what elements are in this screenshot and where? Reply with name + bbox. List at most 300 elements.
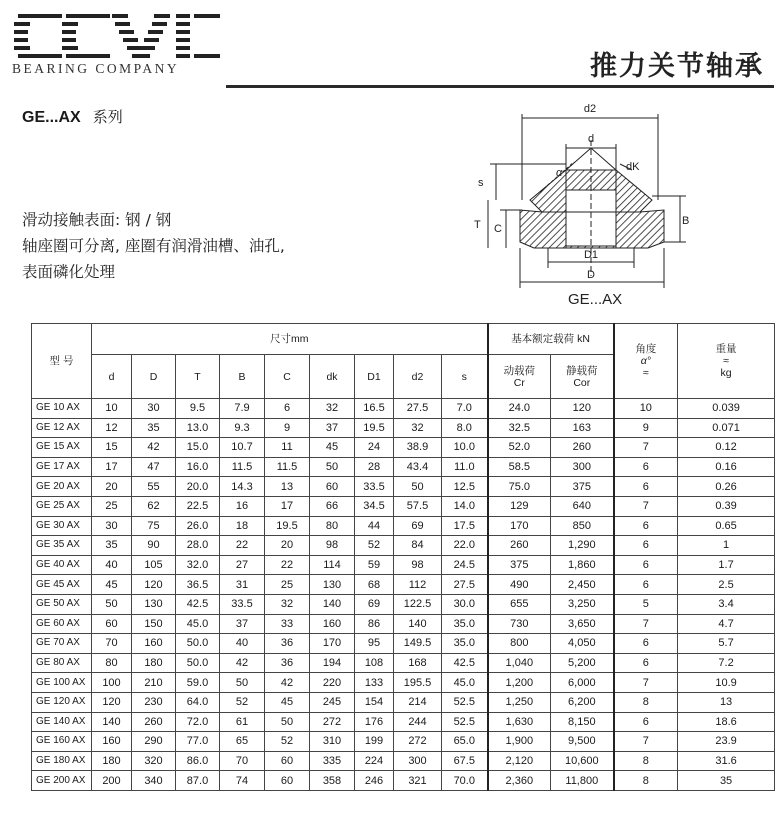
table-cell: 17: [92, 457, 132, 477]
bearing-cross-section-diagram: [470, 100, 710, 310]
table-cell: 87.0: [176, 771, 220, 791]
table-row: [32, 673, 775, 693]
table-cell: 55: [132, 477, 176, 497]
table-row: [32, 555, 775, 575]
table-cell: 32: [265, 594, 310, 614]
table-cell: 35: [92, 536, 132, 556]
table-row: [32, 418, 775, 438]
table-row: [32, 496, 775, 516]
table-cell: 114: [310, 555, 355, 575]
header-dim: D1: [355, 355, 394, 399]
table-cell: 7: [614, 496, 678, 516]
table-row: [32, 751, 775, 771]
header-angle: 角度 α° ≈: [614, 324, 678, 399]
table-cell: 640: [551, 496, 614, 516]
table-cell: 7: [614, 732, 678, 752]
table-cell: 70: [92, 634, 132, 654]
model-cell: GE 100 AX: [32, 673, 92, 693]
table-cell: 1,630: [488, 712, 551, 732]
table-cell: 42.5: [176, 594, 220, 614]
table-cell: 42.5: [442, 653, 488, 673]
table-cell: 65: [220, 732, 265, 752]
table-cell: 26.0: [176, 516, 220, 536]
table-cell: 80: [92, 653, 132, 673]
table-cell: 28.0: [176, 536, 220, 556]
table-cell: 246: [355, 771, 394, 791]
table-cell: 340: [132, 771, 176, 791]
table-row: [32, 457, 775, 477]
table-cell: 150: [132, 614, 176, 634]
table-cell: 1,900: [488, 732, 551, 752]
table-cell: 57.5: [394, 496, 442, 516]
table-cell: 30.0: [442, 594, 488, 614]
table-cell: 37: [310, 418, 355, 438]
table-cell: 25: [265, 575, 310, 595]
table-row: [32, 575, 775, 595]
label-D1: D1: [583, 249, 599, 261]
table-cell: 2.5: [678, 575, 775, 595]
model-cell: GE 200 AX: [32, 771, 92, 791]
table-cell: 13: [265, 477, 310, 497]
table-cell: 19.5: [355, 418, 394, 438]
label-d2: d2: [583, 103, 597, 115]
label-D: D: [587, 269, 595, 281]
table-cell: 7: [614, 614, 678, 634]
table-cell: 27.5: [394, 399, 442, 419]
table-cell: 375: [488, 555, 551, 575]
table-cell: 52: [220, 692, 265, 712]
label-alpha: α: [556, 167, 563, 179]
table-cell: 1.7: [678, 555, 775, 575]
table-cell: 0.26: [678, 477, 775, 497]
table-row: [32, 594, 775, 614]
table-cell: 1,200: [488, 673, 551, 693]
header-weight: 重量 ≈ kg: [678, 324, 775, 399]
header-dim: d2: [394, 355, 442, 399]
table-cell: 244: [394, 712, 442, 732]
table-cell: 15: [92, 438, 132, 458]
description-line: 表面磷化处理: [22, 263, 116, 281]
header-dim: s: [442, 355, 488, 399]
table-cell: 7.2: [678, 653, 775, 673]
table-cell: 122.5: [394, 594, 442, 614]
table-cell: 25: [92, 496, 132, 516]
table-cell: 59.0: [176, 673, 220, 693]
table-cell: 14.3: [220, 477, 265, 497]
table-row: [32, 399, 775, 419]
table-cell: 10,600: [551, 751, 614, 771]
table-cell: 90: [132, 536, 176, 556]
table-cell: 7.9: [220, 399, 265, 419]
table-cell: 9.3: [220, 418, 265, 438]
table-cell: 19.5: [265, 516, 310, 536]
table-cell: 24.0: [488, 399, 551, 419]
table-cell: 40: [92, 555, 132, 575]
table-cell: 64.0: [176, 692, 220, 712]
table-cell: 33: [265, 614, 310, 634]
table-cell: 32: [394, 418, 442, 438]
model-cell: GE 140 AX: [32, 712, 92, 732]
table-cell: 17.5: [442, 516, 488, 536]
table-cell: 50: [310, 457, 355, 477]
table-cell: 8,150: [551, 712, 614, 732]
table-cell: 3,650: [551, 614, 614, 634]
table-cell: 7.0: [442, 399, 488, 419]
table-cell: 35.0: [442, 634, 488, 654]
table-cell: 45: [310, 438, 355, 458]
table-cell: 74: [220, 771, 265, 791]
header-dim: D: [132, 355, 176, 399]
model-cell: GE 40 AX: [32, 555, 92, 575]
table-cell: 214: [394, 692, 442, 712]
table-cell: 5,200: [551, 653, 614, 673]
table-cell: 9: [265, 418, 310, 438]
table-cell: 16.0: [176, 457, 220, 477]
table-cell: 70.0: [442, 771, 488, 791]
table-row: [32, 438, 775, 458]
table-cell: 170: [310, 634, 355, 654]
table-cell: 6: [614, 634, 678, 654]
table-cell: 0.039: [678, 399, 775, 419]
table-cell: 32: [310, 399, 355, 419]
table-cell: 5.7: [678, 634, 775, 654]
table-cell: 154: [355, 692, 394, 712]
label-d: d: [587, 133, 595, 145]
description-line: 轴座圈可分离, 座圈有润滑油槽、油孔,: [22, 237, 285, 255]
table-cell: 42: [220, 653, 265, 673]
table-row: [32, 536, 775, 556]
table-cell: 50: [265, 712, 310, 732]
logo-stripes: [14, 14, 220, 58]
label-C: C: [494, 223, 502, 235]
table-row: [32, 653, 775, 673]
header-static-load: 静载荷 Cor: [551, 355, 614, 399]
table-cell: 2,450: [551, 575, 614, 595]
table-cell: 245: [310, 692, 355, 712]
table-cell: 6: [614, 516, 678, 536]
table-cell: 6,200: [551, 692, 614, 712]
table-cell: 11.5: [265, 457, 310, 477]
table-cell: 1,040: [488, 653, 551, 673]
table-cell: 0.071: [678, 418, 775, 438]
model-cell: GE 45 AX: [32, 575, 92, 595]
table-cell: 80: [310, 516, 355, 536]
series-code: GE...AX: [22, 109, 81, 126]
table-cell: 730: [488, 614, 551, 634]
table-cell: 335: [310, 751, 355, 771]
table-cell: 18.6: [678, 712, 775, 732]
table-cell: 105: [132, 555, 176, 575]
table-cell: 2,120: [488, 751, 551, 771]
table-cell: 163: [551, 418, 614, 438]
table-cell: 220: [310, 673, 355, 693]
table-cell: 50: [394, 477, 442, 497]
model-cell: GE 20 AX: [32, 477, 92, 497]
table-cell: 6: [614, 477, 678, 497]
table-cell: 112: [394, 575, 442, 595]
header-dim: C: [265, 355, 310, 399]
header-dim: d: [92, 355, 132, 399]
table-cell: 1,860: [551, 555, 614, 575]
table-cell: 290: [132, 732, 176, 752]
table-cell: 18: [220, 516, 265, 536]
table-cell: 272: [394, 732, 442, 752]
label-dk: dK: [626, 161, 640, 173]
table-cell: 22: [265, 555, 310, 575]
model-cell: GE 70 AX: [32, 634, 92, 654]
table-cell: 15.0: [176, 438, 220, 458]
label-s: s: [478, 177, 484, 189]
table-cell: 20.0: [176, 477, 220, 497]
table-cell: 36: [265, 653, 310, 673]
table-cell: 45.0: [176, 614, 220, 634]
table-cell: 8: [614, 692, 678, 712]
table-cell: 22.5: [176, 496, 220, 516]
table-cell: 194: [310, 653, 355, 673]
table-cell: 12: [92, 418, 132, 438]
label-B: B: [682, 215, 690, 227]
table-cell: 44: [355, 516, 394, 536]
table-cell: 130: [310, 575, 355, 595]
table-cell: 31: [220, 575, 265, 595]
table-cell: 20: [265, 536, 310, 556]
table-cell: 23.9: [678, 732, 775, 752]
table-cell: 75.0: [488, 477, 551, 497]
table-cell: 180: [92, 751, 132, 771]
table-cell: 40: [220, 634, 265, 654]
table-cell: 1: [678, 536, 775, 556]
table-cell: 149.5: [394, 634, 442, 654]
series-suffix: 系列: [92, 108, 123, 126]
table-cell: 35: [678, 771, 775, 791]
table-cell: 11,800: [551, 771, 614, 791]
model-cell: GE 120 AX: [32, 692, 92, 712]
header-dimensions: 尺寸mm: [92, 324, 488, 355]
table-cell: 168: [394, 653, 442, 673]
table-cell: 260: [551, 438, 614, 458]
diagram-caption: GE...AX: [568, 291, 623, 308]
table-cell: 35.0: [442, 614, 488, 634]
table-cell: 27.5: [442, 575, 488, 595]
table-cell: 321: [394, 771, 442, 791]
table-cell: 38.9: [394, 438, 442, 458]
table-cell: 7: [614, 673, 678, 693]
header-load-ratings: 基本额定载荷 kN: [488, 324, 614, 355]
table-cell: 50.0: [176, 634, 220, 654]
specification-table: [31, 323, 775, 791]
table-cell: 95: [355, 634, 394, 654]
table-cell: 224: [355, 751, 394, 771]
table-cell: 10: [614, 399, 678, 419]
table-cell: 2,360: [488, 771, 551, 791]
table-cell: 35: [132, 418, 176, 438]
series-heading: [22, 106, 123, 127]
table-cell: 300: [394, 751, 442, 771]
table-cell: 42: [265, 673, 310, 693]
model-cell: GE 30 AX: [32, 516, 92, 536]
table-row: [32, 634, 775, 654]
table-cell: 98: [394, 555, 442, 575]
table-cell: 160: [132, 634, 176, 654]
table-cell: 9: [614, 418, 678, 438]
table-cell: 36: [265, 634, 310, 654]
table-cell: 4,050: [551, 634, 614, 654]
table-cell: 140: [92, 712, 132, 732]
table-cell: 47: [132, 457, 176, 477]
company-subtitle: BEARING COMPANY: [12, 61, 180, 76]
table-cell: 32.0: [176, 555, 220, 575]
table-cell: 31.6: [678, 751, 775, 771]
table-cell: 108: [355, 653, 394, 673]
table-cell: 6: [614, 457, 678, 477]
table-cell: 12.5: [442, 477, 488, 497]
table-cell: 70: [220, 751, 265, 771]
header-rule: [226, 85, 774, 88]
table-cell: 160: [310, 614, 355, 634]
table-cell: 199: [355, 732, 394, 752]
model-cell: GE 80 AX: [32, 653, 92, 673]
table-cell: 52: [265, 732, 310, 752]
table-body: [32, 399, 775, 791]
table-cell: 120: [92, 692, 132, 712]
table-cell: 133: [355, 673, 394, 693]
table-cell: 13: [678, 692, 775, 712]
table-cell: 200: [92, 771, 132, 791]
table-cell: 375: [551, 477, 614, 497]
table-cell: 260: [488, 536, 551, 556]
table-cell: 3,250: [551, 594, 614, 614]
table-cell: 75: [132, 516, 176, 536]
table-cell: 170: [488, 516, 551, 536]
table-cell: 6: [614, 555, 678, 575]
table-cell: 0.65: [678, 516, 775, 536]
table-cell: 30: [92, 516, 132, 536]
table-row: [32, 732, 775, 752]
table-cell: 310: [310, 732, 355, 752]
table-cell: 8.0: [442, 418, 488, 438]
table-cell: 6,000: [551, 673, 614, 693]
table-cell: 50.0: [176, 653, 220, 673]
model-cell: GE 15 AX: [32, 438, 92, 458]
table-cell: 10.7: [220, 438, 265, 458]
table-cell: 52: [355, 536, 394, 556]
table-cell: 28: [355, 457, 394, 477]
model-cell: GE 12 AX: [32, 418, 92, 438]
table-cell: 800: [488, 634, 551, 654]
table-cell: 58.5: [488, 457, 551, 477]
table-cell: 11.0: [442, 457, 488, 477]
table-cell: 65.0: [442, 732, 488, 752]
table-cell: 52.5: [442, 692, 488, 712]
table-cell: 8: [614, 751, 678, 771]
table-cell: 260: [132, 712, 176, 732]
table-cell: 0.12: [678, 438, 775, 458]
table-cell: 129: [488, 496, 551, 516]
table-cell: 50: [220, 673, 265, 693]
table-cell: 16: [220, 496, 265, 516]
table-cell: 20: [92, 477, 132, 497]
table-cell: 61: [220, 712, 265, 732]
table-cell: 32.5: [488, 418, 551, 438]
table-cell: 30: [132, 399, 176, 419]
table-cell: 45.0: [442, 673, 488, 693]
model-cell: GE 160 AX: [32, 732, 92, 752]
table-cell: 272: [310, 712, 355, 732]
table-cell: 69: [394, 516, 442, 536]
table-cell: 98: [310, 536, 355, 556]
table-cell: 655: [488, 594, 551, 614]
table-cell: 66: [310, 496, 355, 516]
table-cell: 86: [355, 614, 394, 634]
table-cell: 6: [614, 653, 678, 673]
table-cell: 230: [132, 692, 176, 712]
label-T: T: [474, 219, 481, 231]
table-cell: 62: [132, 496, 176, 516]
table-cell: 34.5: [355, 496, 394, 516]
description-line: 滑动接触表面: 钢 / 钢: [22, 211, 172, 229]
header-dim: dk: [310, 355, 355, 399]
table-row: [32, 712, 775, 732]
table-cell: 120: [132, 575, 176, 595]
table-cell: 6: [614, 536, 678, 556]
header-dim: B: [220, 355, 265, 399]
model-cell: GE 35 AX: [32, 536, 92, 556]
model-cell: GE 50 AX: [32, 594, 92, 614]
table-cell: 10.9: [678, 673, 775, 693]
table-cell: 67.5: [442, 751, 488, 771]
table-cell: 60: [310, 477, 355, 497]
table-cell: 24: [355, 438, 394, 458]
table-cell: 176: [355, 712, 394, 732]
table-cell: 358: [310, 771, 355, 791]
table-cell: 27: [220, 555, 265, 575]
table-cell: 33.5: [220, 594, 265, 614]
table-cell: 7: [614, 438, 678, 458]
header-dim: T: [176, 355, 220, 399]
table-cell: 69: [355, 594, 394, 614]
table-cell: 6: [614, 712, 678, 732]
header-dynamic-load: 动载荷 Cr: [488, 355, 551, 399]
table-cell: 14.0: [442, 496, 488, 516]
table-cell: 45: [265, 692, 310, 712]
table-cell: 77.0: [176, 732, 220, 752]
table-cell: 42: [132, 438, 176, 458]
table-cell: 0.16: [678, 457, 775, 477]
table-cell: 1,250: [488, 692, 551, 712]
table-cell: 210: [132, 673, 176, 693]
table-cell: 140: [394, 614, 442, 634]
table-cell: 320: [132, 751, 176, 771]
table-cell: 8: [614, 771, 678, 791]
table-row: [32, 614, 775, 634]
description: [22, 207, 285, 285]
model-cell: GE 60 AX: [32, 614, 92, 634]
table-cell: 5: [614, 594, 678, 614]
table-cell: 59: [355, 555, 394, 575]
table-cell: 11: [265, 438, 310, 458]
table-cell: 24.5: [442, 555, 488, 575]
table-cell: 10.0: [442, 438, 488, 458]
model-cell: GE 25 AX: [32, 496, 92, 516]
table-cell: 16.5: [355, 399, 394, 419]
table-cell: 86.0: [176, 751, 220, 771]
table-cell: 130: [132, 594, 176, 614]
table-cell: 6: [614, 575, 678, 595]
table-cell: 850: [551, 516, 614, 536]
table-cell: 11.5: [220, 457, 265, 477]
table-cell: 100: [92, 673, 132, 693]
table-cell: 60: [265, 771, 310, 791]
